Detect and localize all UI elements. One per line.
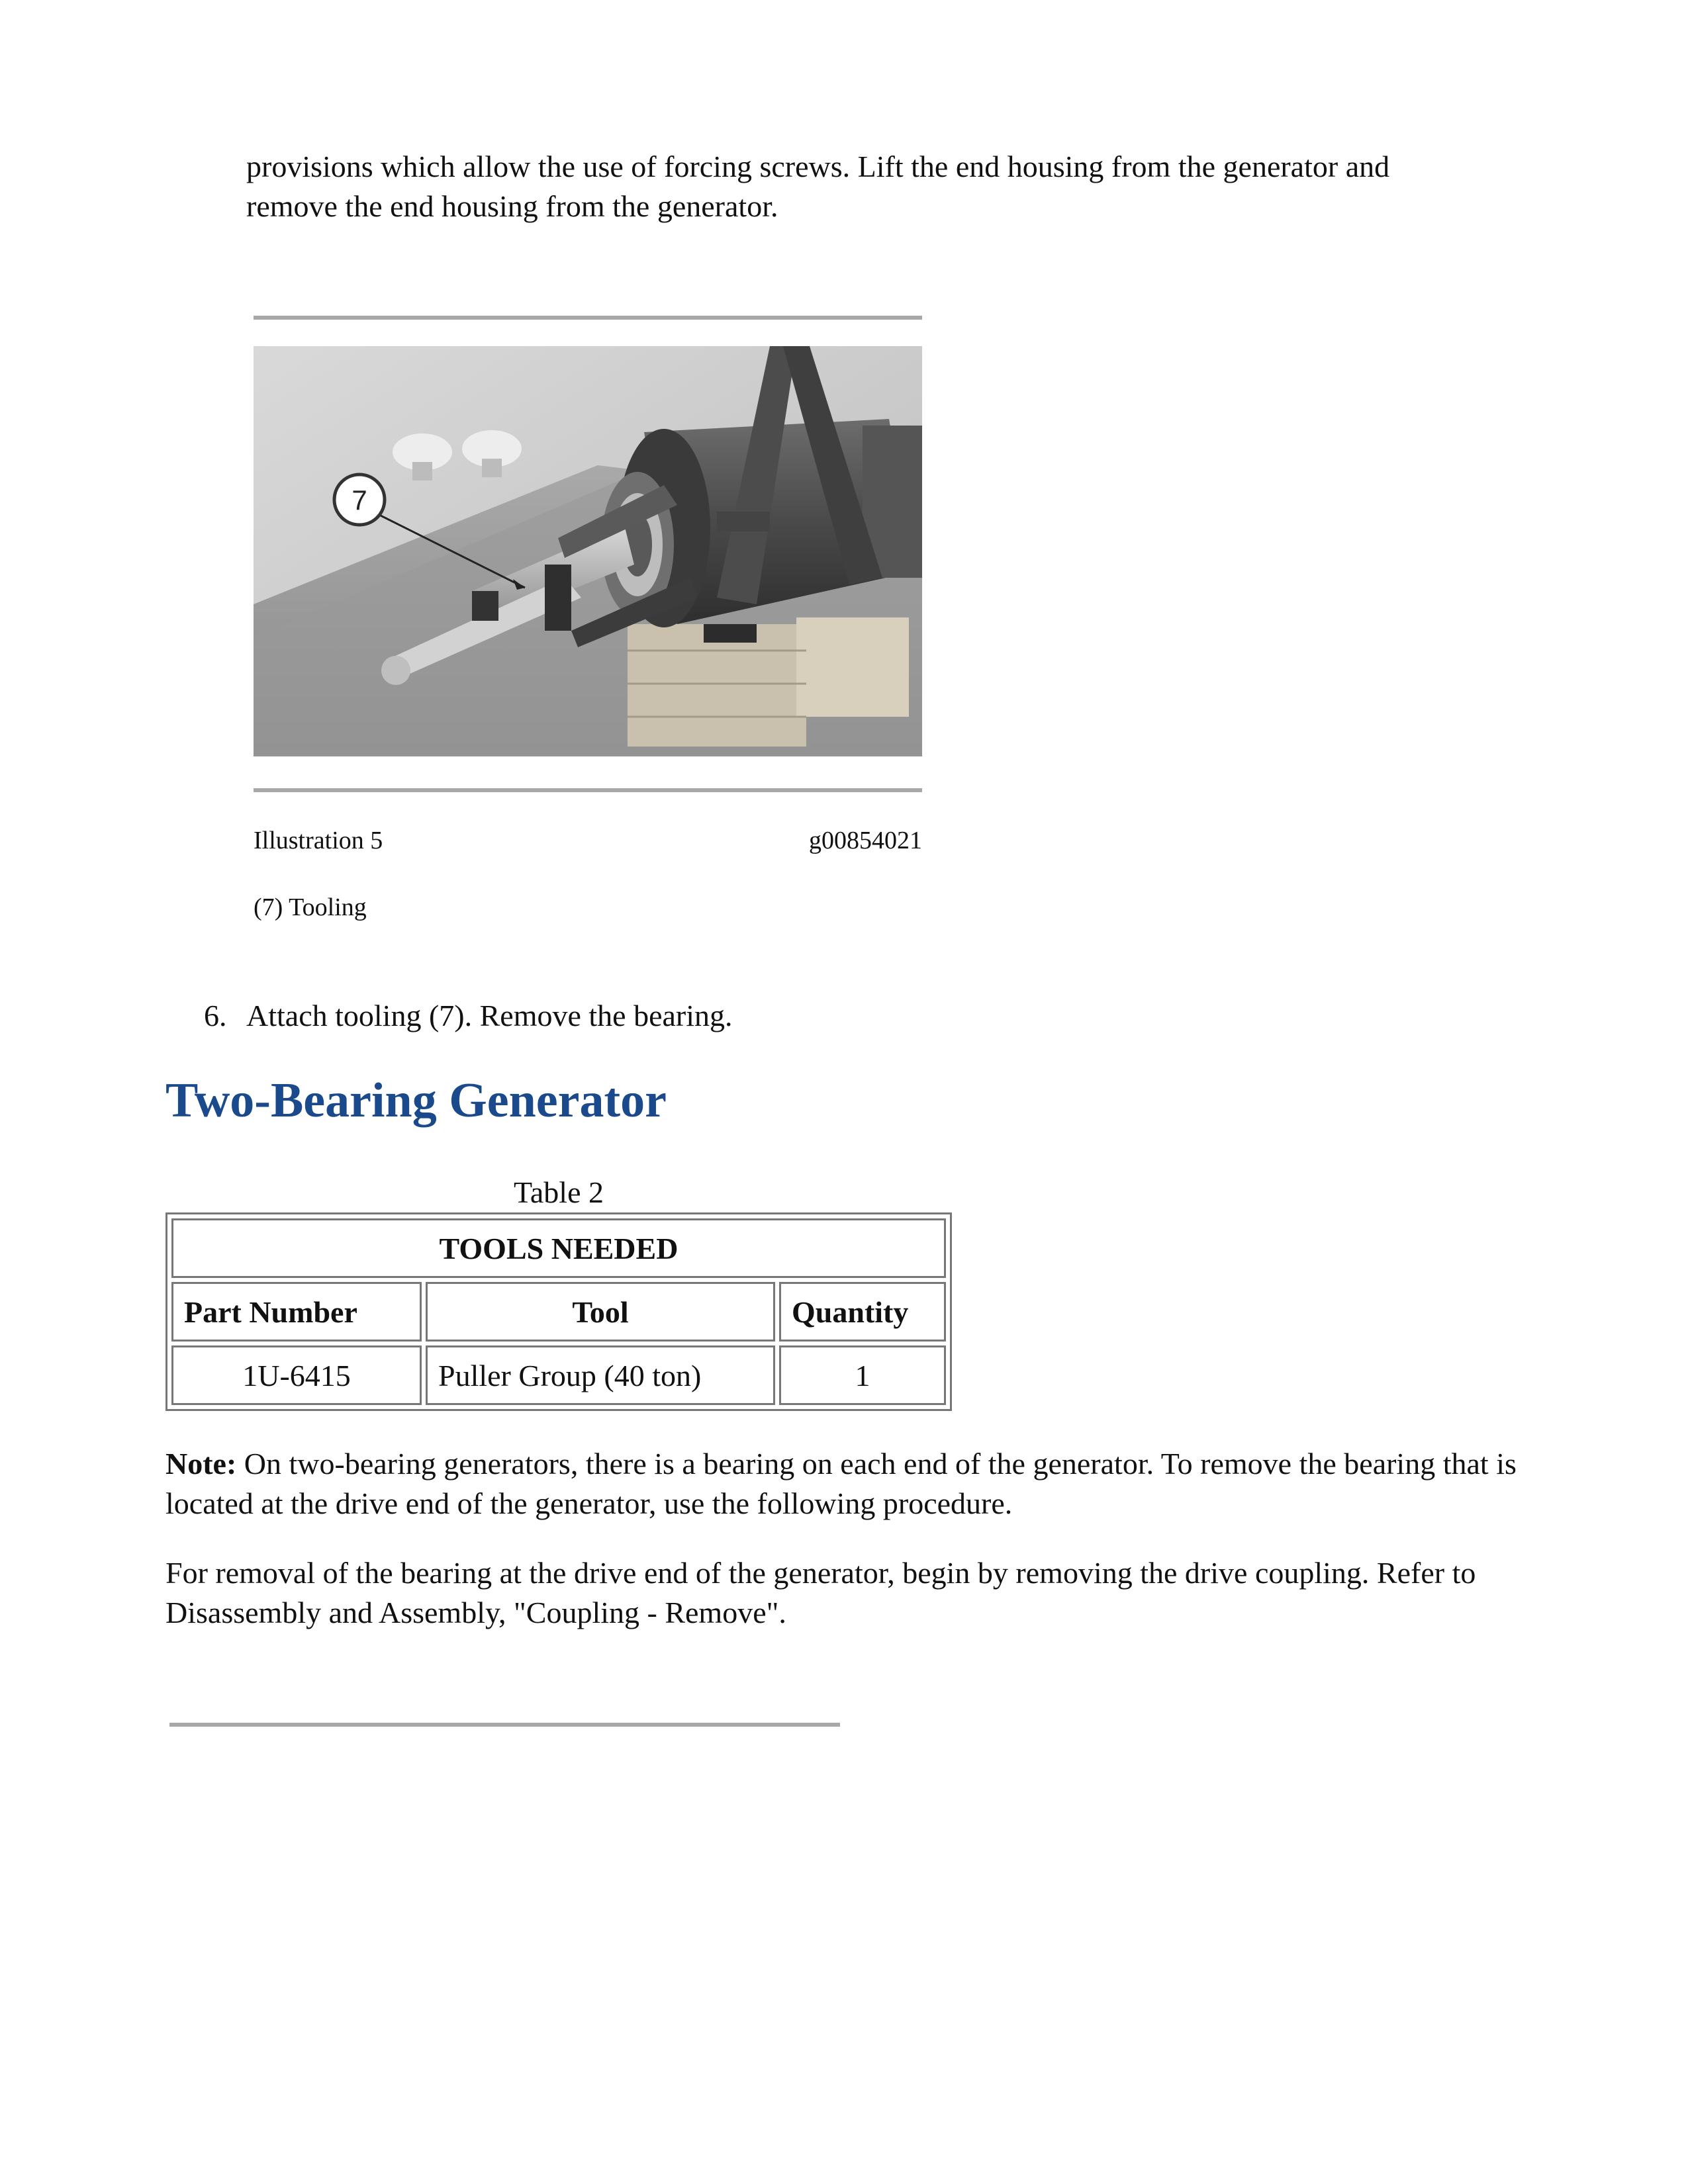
step-6	[204, 996, 733, 1036]
bottom-rule	[169, 1723, 840, 1727]
table-title: Table 2	[513, 1175, 604, 1209]
note-text: On two-bearing generators, there is a bearing on each end of the generator. To remove the bearing that is located at the drive end of the generator, use the following procedure.	[165, 1447, 1517, 1520]
illustration-code: g00854021	[809, 827, 922, 854]
figure-top-rule	[254, 316, 922, 320]
illustration-label: Illustration 5	[254, 827, 383, 854]
callout-number: 7	[352, 484, 367, 516]
cell-tool: Puller Group (40 ton)	[426, 1345, 775, 1405]
intro-paragraph	[246, 147, 1504, 226]
cell-quantity: 1	[779, 1345, 946, 1405]
note-label: Note:	[165, 1447, 237, 1480]
header-part-number: Part Number	[171, 1282, 422, 1342]
removal-paragraph: For removal of the bearing at the drive end of the generator, begin by removing the drive coupling. Refer to Disassembly and Assembly, "Coupling - Remove".	[165, 1556, 1476, 1629]
illustration-photo	[254, 346, 922, 756]
header-quantity: Quantity	[779, 1282, 946, 1342]
step-text: Attach tooling (7). Remove the bearing.	[246, 999, 733, 1032]
intro-line-2: remove the end housing from the generator.	[246, 189, 778, 223]
intro-line-1: provisions which allow the use of forcing screws. Lift the end housing from the generator and	[246, 150, 1390, 183]
header-tool: Tool	[426, 1282, 775, 1342]
section-heading: Two-Bearing Generator	[165, 1073, 667, 1128]
cell-part-number: 1U-6415	[171, 1345, 422, 1405]
table-row	[171, 1345, 946, 1405]
note-paragraph	[165, 1444, 1523, 1524]
step-number: 6.	[204, 999, 227, 1032]
figure-bottom-rule	[254, 788, 922, 792]
table-caption: TOOLS NEEDED	[171, 1218, 946, 1278]
illustration-legend: (7) Tooling	[254, 893, 367, 921]
table-header-row	[171, 1282, 946, 1342]
tools-table	[165, 1212, 952, 1411]
